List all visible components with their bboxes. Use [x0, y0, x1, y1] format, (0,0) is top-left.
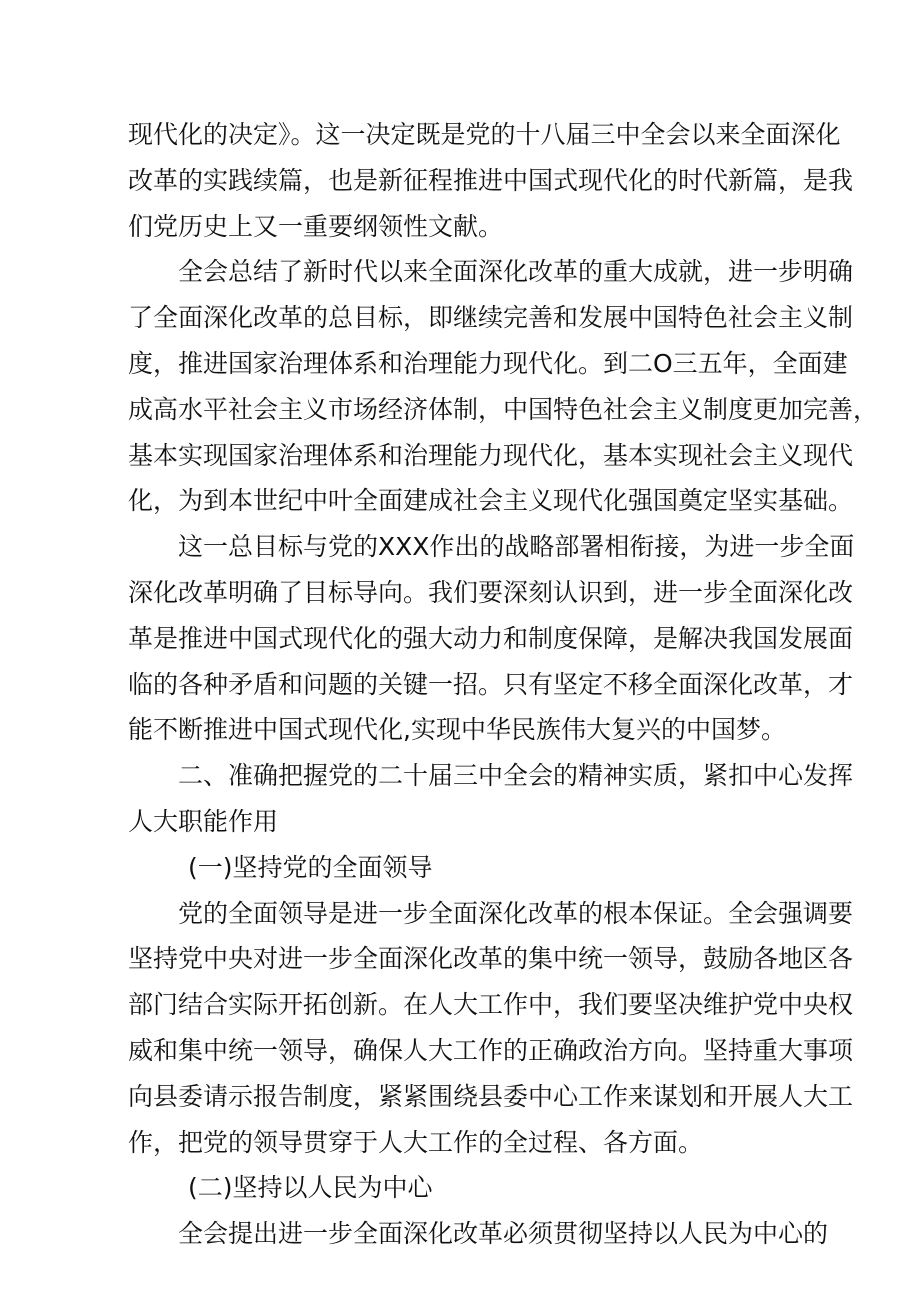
text-line: 度，推进国家治理体系和治理能力现代化。到二O三五年，全面建 [128, 348, 848, 378]
text-line: 作，把党的领导贯穿于人大工作的全过程、各方面。 [128, 1127, 704, 1157]
text-line: 基本实现国家治理体系和治理能力现代化，基本实现社会主义现代 [128, 440, 854, 470]
text-line: 能不断推进中国式现代化,实现中华民族伟大复兴的中国梦。 [128, 715, 786, 745]
paragraph-start-line: 党的全面领导是进一步全面深化改革的根本保证。全会强调要 [178, 898, 854, 928]
text-line: 坚持党中央对进一步全面深化改革的集中统一领导，鼓励各地区各 [128, 944, 854, 974]
subsection-heading: (一)坚持党的全面领导 [188, 852, 433, 882]
text-line: 革是推进中国式现代化的强大动力和制度保障，是解决我国发展面 [128, 623, 854, 653]
text-line: 深化改革明确了目标导向。我们要深刻认识到，进一步全面深化改 [128, 577, 854, 607]
document-body [128, 112, 879, 1257]
text-line: 成高水平社会主义市场经济体制，中国特色社会主义制度更加完善， [128, 394, 879, 424]
paragraph-start-line: 全会提出进一步全面深化改革必须贯彻坚持以人民为中心的 [178, 1219, 829, 1249]
text-line: 们党历史上又一重要纲领性文献。 [128, 211, 504, 241]
text-line: 威和集中统一领导，确保人大工作的正确政治方向。坚持重大事项 [128, 1035, 854, 1065]
paragraph-start-line: 全会总结了新时代以来全面深化改革的重大成就，进一步明确 [178, 257, 854, 287]
section-heading-line: 二、准确把握党的二十届三中全会的精神实质，紧扣中心发挥 [178, 761, 854, 791]
text-line: 了全面深化改革的总目标，即继续完善和发展中国特色社会主义制 [128, 303, 854, 333]
text-line: 部门结合实际开拓创新。在人大工作中，我们要坚决维护党中央权 [128, 990, 854, 1020]
section-heading-line: 人大职能作用 [128, 806, 279, 836]
text-line: 化，为到本世纪中叶全面建成社会主义现代化强国奠定坚实基础。 [128, 486, 854, 516]
text-line: 向县委请示报告制度，紧紧围绕县委中心工作来谋划和开展人大工 [128, 1081, 854, 1111]
text-line: 临的各种矛盾和问题的关键一招。只有坚定不移全面深化改革，才 [128, 669, 854, 699]
paragraph-start-line: 这一总目标与党的XXX作出的战略部署相衔接，为进一步全面 [178, 532, 855, 562]
text-line: 现代化的决定》。这一决定既是党的十八届三中全会以来全面深化 [128, 120, 841, 149]
subsection-heading: (二)坚持以人民为中心 [188, 1173, 433, 1203]
text-line: 改革的实践续篇，也是新征程推进中国式现代化的时代新篇，是我 [128, 165, 854, 195]
